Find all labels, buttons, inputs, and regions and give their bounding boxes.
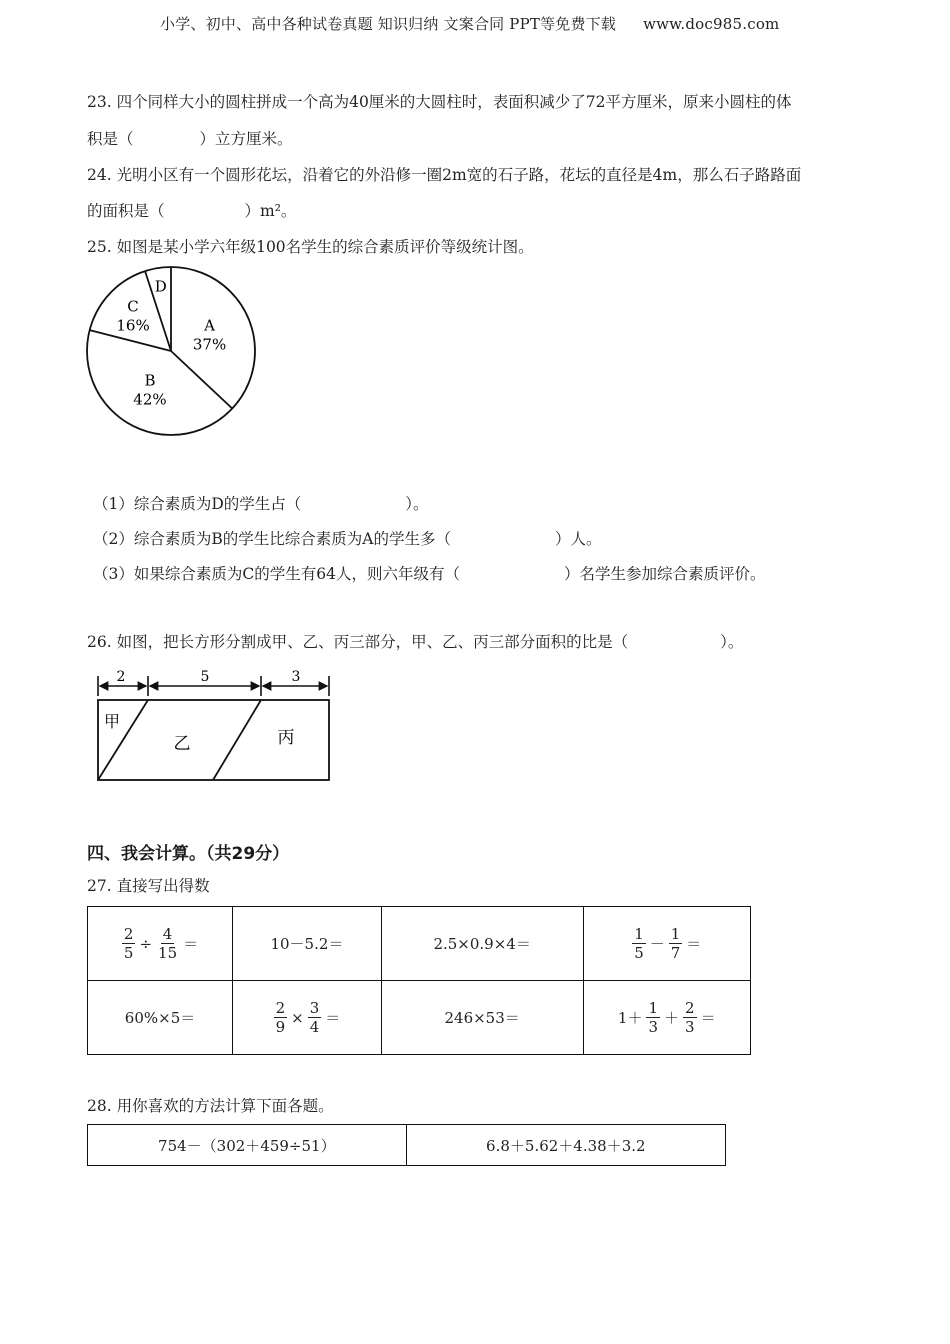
rectangle-figure: [90, 664, 340, 786]
q24-pre: 的面积是（: [87, 202, 165, 220]
q25-intro: 25. 如图是某小学六年级100名学生的综合素质评价等级统计图。: [87, 238, 534, 256]
region-yi: 乙: [173, 734, 191, 754]
region-jia: 甲: [103, 712, 121, 731]
fraction: $\frac{1}{3}$: [648, 999, 659, 1036]
q25-sub1: [93, 492, 429, 514]
pie-group: [87, 267, 255, 435]
q24-line1: 24. 光明小区有一个圆形花坛，沿着它的外沿修一圈2m宽的石子路，花坛的直径是4m，那么石子路路面: [87, 166, 802, 184]
header-url[interactable]: www.doc985.com: [643, 15, 780, 33]
q27-cell-1[interactable]: $\frac{2}{5}$ ÷ $\frac{4}{15}$ ＝: [88, 907, 233, 981]
section4-title: 四、我会计算。（共29分）: [87, 844, 290, 864]
q26-pre: 26. 如图，把长方形分割成甲、乙、丙三部分，甲、乙、丙三部分面积的比是（: [87, 633, 629, 651]
fraction: $\frac{2}{5}$: [123, 925, 134, 962]
q27-cell-8[interactable]: 1＋ $\frac{1}{3}$ ＋ $\frac{2}{3}$ ＝: [583, 981, 750, 1055]
q25-sub3: [93, 562, 765, 584]
fraction: $\frac{3}{4}$: [309, 999, 320, 1036]
q27-cell-5[interactable]: 60%×5＝: [88, 981, 233, 1055]
q25-sub2: [93, 527, 601, 549]
fraction: $\frac{1}{5}$: [634, 925, 644, 962]
fraction: $\frac{2}{9}$: [275, 999, 286, 1036]
q27-cell-2[interactable]: 10－5.2＝: [233, 907, 382, 981]
q27-cell-7[interactable]: 246×53＝: [381, 981, 583, 1055]
q27-title: 27. 直接写出得数: [87, 877, 210, 895]
q25-sub3-pre: （3）如果综合素质为C的学生有64人，则六年级有（: [93, 565, 460, 583]
q28-title: 28. 用你喜欢的方法计算下面各题。: [87, 1097, 334, 1115]
q24-post: ）m²。: [244, 202, 297, 220]
q27-cell-6[interactable]: $\frac{2}{9}$ × $\frac{3}{4}$ ＝: [233, 981, 382, 1055]
header-text: 小学、初中、高中各种试卷真题 知识归纳 文案合同 PPT等免费下载: [160, 15, 617, 33]
dim-label-1: 2: [116, 669, 126, 685]
q25-sub1-post: ）。: [405, 495, 429, 513]
pie-percent-b: 42%: [133, 390, 167, 409]
region-bing: 丙: [277, 728, 295, 748]
dim-label-3: 3: [291, 669, 301, 685]
q24-line2: [87, 199, 296, 221]
pie-label-a: A: [204, 316, 215, 335]
q25-sub3-post: ）名学生参加综合素质评价。: [563, 565, 766, 583]
q23-post: ）立方厘米。: [199, 130, 293, 148]
q28-cell-1[interactable]: 754－（302＋459÷51）: [88, 1125, 407, 1166]
dim-label-2: 5: [200, 669, 210, 685]
q28-table: [87, 1124, 726, 1166]
pie-percent-c: 16%: [116, 316, 150, 335]
q23-line2: [87, 127, 293, 149]
q23-pre: 积是（: [87, 130, 134, 148]
pie-chart: [82, 262, 262, 440]
divider-2: [213, 700, 261, 780]
q27-table: [87, 906, 751, 1055]
q25-sub1-pre: （1）综合素质为D的学生占（: [93, 495, 302, 513]
q27-cell-3[interactable]: 2.5×0.9×4＝: [381, 907, 583, 981]
fraction: $\frac{4}{15}$: [158, 925, 178, 962]
page-header: [160, 13, 779, 34]
q25-sub2-pre: （2）综合素质为B的学生比综合素质为A的学生多（: [93, 530, 451, 548]
fraction: $\frac{1}{7}$: [670, 925, 681, 962]
q25-sub2-post: ）人。: [554, 530, 602, 548]
pie-label-b: B: [144, 371, 156, 390]
q26-text: [87, 630, 743, 652]
fraction: $\frac{2}{3}$: [685, 999, 695, 1036]
pie-label-d: D: [154, 277, 167, 296]
q26-post: ）。: [720, 633, 744, 651]
q23-line1: 23. 四个同样大小的圆柱拼成一个高为40厘米的大圆柱时，表面积减少了72平方厘米，原来小圆柱的体: [87, 93, 792, 111]
q27-cell-4[interactable]: $\frac{1}{5}$ － $\frac{1}{7}$ ＝: [583, 907, 750, 981]
pie-percent-a: 37%: [192, 335, 227, 354]
pie-label-c: C: [127, 297, 139, 316]
q28-cell-2[interactable]: 6.8＋5.62＋4.38＋3.2: [406, 1125, 725, 1166]
